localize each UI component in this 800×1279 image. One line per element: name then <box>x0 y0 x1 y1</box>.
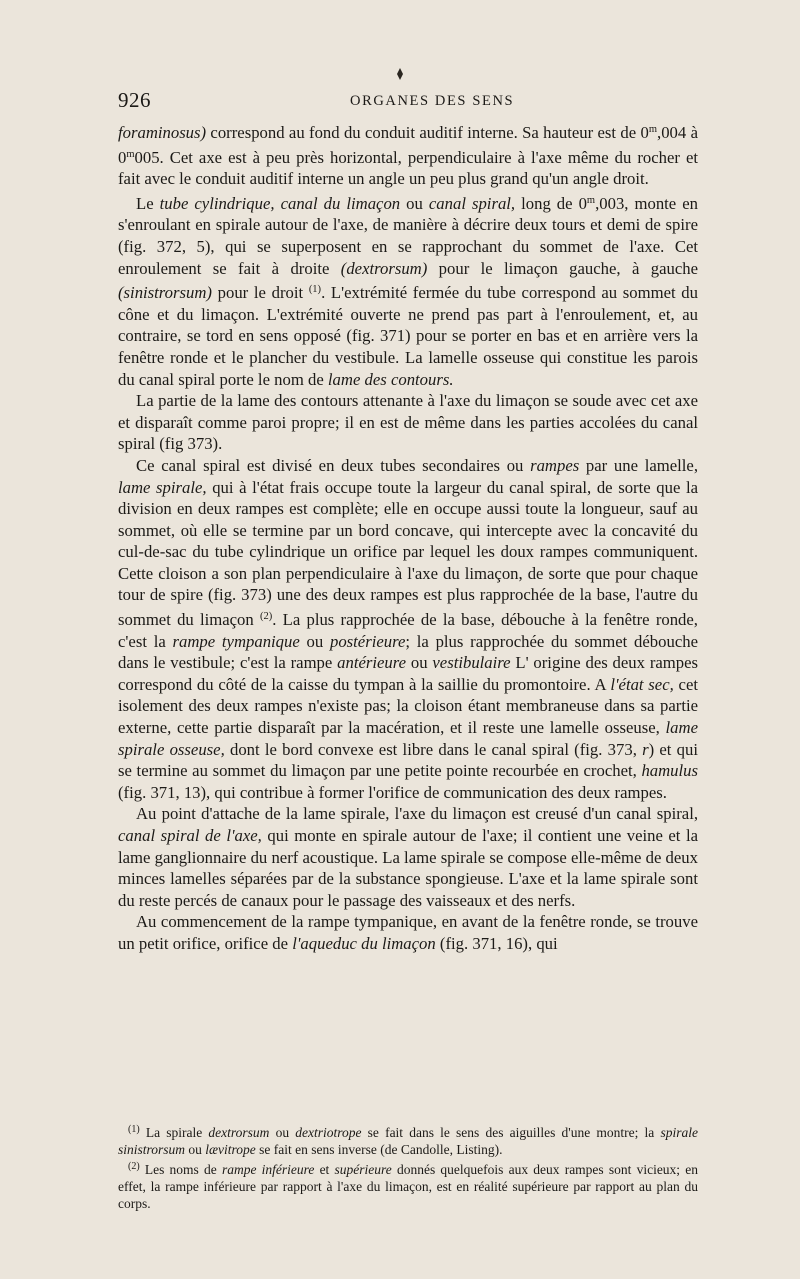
text-run: correspond au fond du conduit auditif interne. Sa hauteur est de 0 <box>206 123 649 142</box>
text-run: qui monte en spirale autour de l'axe; il contient une veine et la lame ganglionnaire du nerf acoustique. La lame spirale se compose elle-même de deux minces lamelles séparées par de la substance spongieuse. L'axe et la lame spirale sont du reste percés de canaux pour le passage des vaisseaux et des nerfs. <box>118 826 698 910</box>
italic-text: rampes <box>530 455 580 475</box>
text-run: Au commencement de la rampe tympanique, en avant de la fenêtre ronde, se trouve un petit orifice, orifice de <box>118 912 698 953</box>
text-run: Au point d'attache de la lame spirale, l'axe du limaçon est creusé d'un canal spiral, <box>136 804 698 824</box>
text-run: qui à l'état frais occupe toute la largeur du canal spiral, de sorte que la division en deux rampes est complète; elle en occupe aussi toute la longueur, sauf au sommet, où elle se termine par un bord concave, qui intercepte avec la concavité du cul-de-sac du tube cylindrique un orifice par lequel les doux rampes communiquent. Cette cloison a son plan perpendiculaire à l'axe du limaçon, de sorte que pour chaque tour de spire (fig. 373) une des deux rampes est plus rapprochée de la base, l'autre du sommet du limaçon <box>118 477 699 630</box>
text-run: par une lamelle, <box>579 455 698 475</box>
italic-text: vestibulaire <box>432 653 511 673</box>
footnote-marker: (1) <box>128 1124 140 1135</box>
italic-text: lame spirale, <box>118 477 207 497</box>
italic-text: supérieure <box>334 1162 392 1177</box>
text-run: (fig. 371, 16), qui <box>435 933 558 953</box>
text-run: ; la plus rapprochée du sommet débouche dans le vestibule; c'est la rampe <box>118 631 698 673</box>
italic-text: foraminosus) <box>118 123 207 142</box>
italic-text: lævitrope <box>205 1142 256 1157</box>
superscript: m <box>648 124 658 135</box>
text-run: se fait en sens inverse (de Candolle, Listing). <box>255 1142 503 1157</box>
text-run: La spirale <box>139 1125 209 1140</box>
running-head: ORGANES DES SENS <box>350 93 515 109</box>
paragraph <box>118 911 698 954</box>
italic-text: l'aqueduc du limaçon <box>292 933 436 953</box>
text-run: et <box>314 1162 335 1177</box>
text-run: Ce canal spiral est divisé en deux tubes secondaires ou <box>136 455 531 475</box>
print-mark <box>397 68 403 80</box>
footnotes <box>118 1121 698 1212</box>
text-run: . L'extrémité fermée du tube correspond au sommet du cône et du limaçon. L'extrémité ouverte ne prend pas part à l'enroulement, et, au contraire, se tord en sens opposé (fig. 371) pour se porter en bas et en arrière vers la fenêtre ronde et le plancher du vestibule. La lamelle osseuse qui constitue les parois du canal spiral porte le nom de <box>118 283 698 389</box>
text-run: . La plus rapprochée de la base, débouche à la fenêtre ronde, c'est la <box>118 610 698 651</box>
body-text <box>118 119 698 955</box>
italic-text: dextriotrope <box>295 1125 362 1140</box>
footnote-marker: (2) <box>128 1161 140 1172</box>
italic-text: dextrorsum <box>208 1125 270 1140</box>
superscript: (1) <box>308 284 322 296</box>
paragraph <box>118 455 698 804</box>
superscript: (2) <box>259 611 273 623</box>
text-run: cet isolement des deux rampes n'existe pas; la cloison étant membraneuse dans sa partie externe, cette partie disparaît par la macération, et il reste une lamelle osseuse, <box>118 674 698 738</box>
paragraph <box>118 190 698 390</box>
superscript: m <box>126 148 135 160</box>
text-run: pour le droit <box>211 283 309 303</box>
paragraph <box>118 390 698 455</box>
italic-text: hamulus <box>641 761 698 781</box>
italic-text: postérieure <box>329 631 406 651</box>
page-header <box>118 88 698 116</box>
text-run: se fait dans le sens des aiguilles d'une montre; la <box>361 1125 661 1140</box>
italic-text: tube cylindrique, canal du limaçon <box>159 193 401 213</box>
page-number: 926 <box>118 88 151 112</box>
text-run: ou <box>400 193 429 213</box>
text-run: (fig. 371, 13), qui contribue à former l'orifice de communication des deux rampes. <box>118 782 667 802</box>
text-run: L' origine des deux rampes correspond du côté de la caisse du tympan à la saillie du promontoire. A <box>118 653 699 694</box>
text-run: La partie de la lame des contours attenante à l'axe du limaçon se soude avec cet axe et disparaît comme paroi propre; il en est de même dans les parties accolées du canal spiral (fig 373). <box>118 391 698 454</box>
italic-text: canal spiral, <box>428 193 516 213</box>
text-run: ,003, monte en s'enroulant en spirale autour de l'axe, de manière à décrire deux tours et demi de spire (fig. 372, 5), qui se superposent en se rapprochant du sommet de l'axe. Cet enroulement se fait à droite <box>118 193 698 278</box>
text-run: dont le bord convexe est libre dans le canal spiral (fig. 373, <box>224 739 643 759</box>
italic-text: antérieure <box>337 653 407 673</box>
text-run: ou <box>185 1142 206 1157</box>
text-run: ou <box>269 1125 296 1140</box>
footnote <box>118 1158 698 1212</box>
italic-text: (sinistrorsum) <box>118 283 212 303</box>
text-run: long de 0 <box>515 193 587 213</box>
paragraph <box>118 119 698 190</box>
text-run: ,004 à 0 <box>118 123 698 167</box>
text-run: ou <box>299 631 330 651</box>
text-run: 005. Cet axe est à peu près horizontal, perpendiculaire à l'axe même du rocher et fait avec le conduit auditif interne un angle un peu plus grand qu'un angle droit. <box>118 147 698 189</box>
italic-text: spirale sinistrorsum <box>118 1125 698 1157</box>
text-run: ou <box>406 653 433 673</box>
text-run: Les noms de <box>139 1162 222 1177</box>
text-run: donnés quelquefois aux deux rampes sont vicieux; en effet, la rampe inférieure par rapport à l'axe du limaçon, est en réalité supérieure par rapport au plan du corps. <box>118 1162 698 1211</box>
italic-text: l'état sec, <box>610 674 674 694</box>
text-run: ) et qui se termine au sommet du limaçon par une petite pointe recourbée en crochet, <box>118 739 698 781</box>
superscript: m <box>586 194 596 206</box>
text-run: Le <box>136 193 160 213</box>
italic-text: rampe inférieure <box>221 1162 315 1177</box>
italic-text: r <box>642 739 649 759</box>
italic-text: lame des contours. <box>327 369 454 389</box>
italic-text: rampe tympanique <box>172 631 300 651</box>
italic-text: (dextrorsum) <box>340 258 428 278</box>
text-run: pour le limaçon gauche, à gauche <box>427 258 699 278</box>
footnote <box>118 1121 698 1158</box>
paragraph <box>118 803 698 911</box>
italic-text: canal spiral de l'axe, <box>118 826 262 845</box>
italic-text: lame spirale osseuse, <box>118 718 698 759</box>
